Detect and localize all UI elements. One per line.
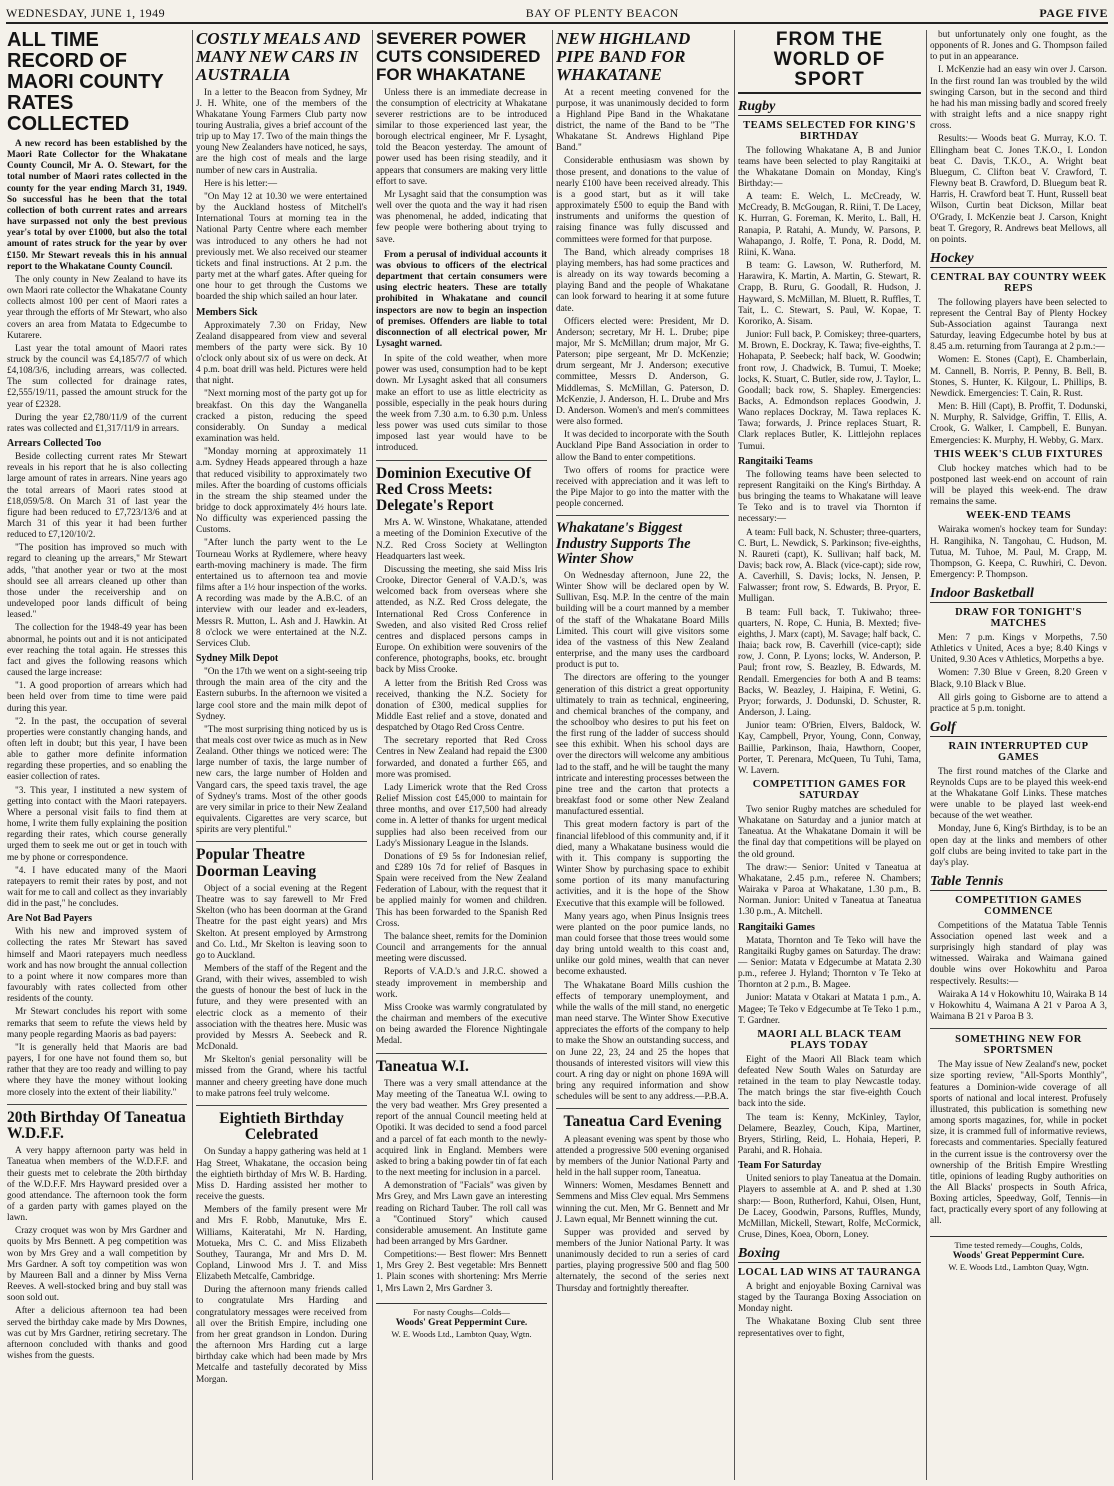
article-paragraph: A pleasant evening was spent by those who attended a progressive 500 evening organised by members of the Junior National Party and held in the hall supper room, Taneatua. <box>556 1134 729 1179</box>
ad-line: For nasty Coughs—Colds— <box>413 1306 510 1317</box>
article-paragraph: A team: Full back, N. Schuster; three-quarters, C. Burt, L. Newdick, S. Parkinson; five-eighths, N. Raureti (capt), K. Sullivan; half back, M. Davis; back row, A. Black (vice-capt); side row, A. Caverhill, S. Davis; locks, N. Jensen, P. Falwasser; front row, S. Edwards, B. Pryor, E. Mulligan. <box>738 527 921 605</box>
headline-competition-commence: COMPETITION GAMES COMMENCE <box>955 894 1082 917</box>
divider <box>376 1053 547 1054</box>
article-paragraph: A demonstration of "Facials" was given by Mrs Grey, and Mrs Lawn gave an interesting reading on Richard Tauber. The roll call was a "Continued Story" which caused considerable amusement. An Institute game had been arranged by Mrs Gardner. <box>376 1181 547 1247</box>
article-paragraph: Women: E. Stones (Capt), E. Chamberlain, M. Cannell, B. Norris, P. Penny, B. Bell, B. Stones, S. Hunter, K. Kilgour, L. Phillips, B. Newdick. Emergencies: T. Cain, R. Rust. <box>930 355 1107 399</box>
article-paragraph: Beside collecting current rates Mr Stewart reveals in his report that he is also collecting large amount of rates in arrears. Nine years ago the total arrears of Maori rates stood at £18,059/5/8. On March 31 of last year the figure had been reduced to £7,723/13/6 and at March 31 of this year it had been further reduced to £7,120/10/2. <box>7 452 187 541</box>
article-paragraph: "Next morning most of the party got up for breakfast. On this day the Wanganella cracked a piston, reducing the speed considerably. On Sunday a medical examination was held. <box>196 389 367 445</box>
divider <box>930 1028 1107 1029</box>
section-golf: Golf <box>930 721 1107 737</box>
article-paragraph: Monday, June 6, King's Birthday, is to be an open day at the links and members of other golf clubs are being invited to take part in the day's play. <box>930 824 1107 868</box>
subheading: Arrears Collected Too <box>7 438 102 450</box>
article-paragraph: Women: 7.30 Blue v Green, 8.20 Green v Black, 9.10 Black v Blue. <box>930 668 1107 690</box>
paper-name: BAY OF PLENTY BEACON <box>525 5 679 20</box>
subheading: Rangitaiki Teams <box>738 455 813 467</box>
article-paragraph: Wairaka A 14 v Hokowhitu 10, Wairaka B 14 v Hokowhitu 4, Waimana A 21 v Paroa A 3, Waimana B 21 v Paroa B 3. <box>930 989 1107 1023</box>
subheading: Rangitaiki Games <box>738 921 815 933</box>
article-paragraph: During the afternoon many friends called to congratulate Mrs Harding and congratulatory messages were received from all over the British Empire, including one from her great grandson in London. During the afternoon Mrs Harding cut a large birthday cake which had been made by Mrs Metcalfe and tastefully decorated by Miss Morgan. <box>196 1285 367 1385</box>
article-paragraph: The balance sheet, remits for the Dominion Council and arrangements for the annual meeting were discussed. <box>376 931 547 965</box>
article-paragraph: Approximately 7.30 on Friday, New Zealand disappeared from view and several members of the party were sick. By 10 o'clock only about six of us were on deck. At 4 p.m. boat drill was held. Pictures were held that night. <box>196 320 367 387</box>
column-3 <box>372 30 550 1480</box>
headline-card-evening: Taneatua Card Evening <box>563 1113 722 1131</box>
divider <box>7 1104 187 1105</box>
article-paragraph: "Monday morning at approximately 11 a.m. Sydney Heads appeared through a haze that reduced visibility to approximately two miles. After the boarding of customs officials in the stream the ship steamed under the bridge to dock approximately 4½ hours late. No difficulty was experienced passing the Customs. <box>196 447 367 536</box>
article-paragraph: The secretary reported that Red Cross Centres in New Zealand had repaid the £300 forwarded, and donated a further £65, and more was promised. <box>376 736 547 780</box>
article-paragraph: There was a very small attendance at the May meeting of the Taneatua W.I. owing to the very bad weather. Mrs Grey presented a report of the annual Council meeting held at Opotiki. It was decided to send a food parcel and a parcel of fat each month to the newly-acquired link in England. Members were asked to bring a baking powder tin of fat each to the next meeting for inclusion in a parcel. <box>376 1078 547 1179</box>
subheading: Members Sick <box>196 306 258 318</box>
headline-cup-games: RAIN INTERRUPTED CUP GAMES <box>948 740 1089 763</box>
section-boxing: Boxing <box>738 1247 921 1263</box>
column-1 <box>4 30 190 1480</box>
headline-power-cuts: SEVERER POWER CUTS CONSIDERED FOR WHAKATANE <box>376 30 541 84</box>
article-paragraph: Reports of V.A.D.'s and J.R.C. showed a steady improvement in membership and work. <box>376 967 547 1000</box>
article-paragraph: Members of the staff of the Regent and the Grand, with their wives, assembled to wish the guests of honour the best of luck in the future, and they were presented with an electric clock as a memento of their association with the theatres here. Music was provided by Messrs A. Seebeck and R. McDonald. <box>196 964 367 1053</box>
article-paragraph: Mr Skelton's genial personality will be missed from the Grand, where his tactful manner and cheery greeting have done much to make patrons feel truly welcome. <box>196 1055 367 1099</box>
headline-tonights-matches: DRAW FOR TONIGHT'S MATCHES <box>955 606 1082 629</box>
headline-theatre-doorman: Popular Theatre Doorman Leaving <box>196 846 317 880</box>
headline-taneatua-wi: Taneatua W.I. <box>376 1057 469 1075</box>
article-paragraph: Two offers of rooms for practice were received with appreciation and it was left to the Pipe Major to go into the matter with the people concerned. <box>556 465 729 510</box>
article-paragraph: The following Whakatane A, B and Junior teams have been selected to play Rangitaiki at the Whakatane Domain on Monday, King's Birthday:— <box>738 145 921 189</box>
article-paragraph: In spite of the cold weather, when more power was used, consumption had to be kept down. Mr Lysaght asked that all consumers make an effort to use as little electricity as possible, especially in the peak hours during the week from 7.30 a.m. to 6.30 p.m. Unless less power was used cuts similar to those imposed last year would have to be introduced. <box>376 354 547 454</box>
article-paragraph: The Whakatane Boxing Club sent three representatives over to fight, <box>738 1317 921 1339</box>
article-paragraph: "3. This year, I instituted a new system of getting into contact with the Maori ratepayers. Where a personal visit fails to find them at home, I write them fully explaining the position regarding their rates, which course generally urged them to seek me out or get in touch with me by phone or correspondence. <box>7 785 187 863</box>
article-paragraph: All girls going to Gisborne are to attend a practice at 5 p.m. tonight. <box>930 692 1107 714</box>
article-paragraph: Officers elected were: President, Mr D. Anderson; secretary, Mr H. L. Drube; pipe major, Mr S. McMillan; drum major, Mr G. Paterson; pipe sergeant, Mr D. McKenzie; drum sergeant, Mr J. Anderson; executive committee, Messrs D. Anderson, G. Middlemas, S. McMillan, G. Paterson, D. McKenzie, J. Anderson, H. L. Drube and Mrs D. Anderson. Women's and men's committees were also formed. <box>556 316 729 428</box>
article-paragraph: "The position has improved so much with regard to cleaning up the arrears," Mr Stewart adds, "that another year or two at the most should see all arrears cleaned up other than those under the receivership and on undeveloped poor lands difficult of being leased." <box>7 543 187 621</box>
article-paragraph: The draw:— Senior: United v Taneatua at Whakatane, 2.45 p.m., referee N. Chambers; Wairaka v Paroa at Whakatane, 1.30 p.m., B. Norman. Junior: United v Taneatua at Taneatua 1.30 p.m., A. Mitchell. <box>738 862 921 918</box>
article-paragraph: The directors are offering to the younger generation of this district a great opportunity ultimately to train as technical, engineering, and chemical branches of the company, and the schoolboy who desires to put his feet on the first rung of the ladder of success should see this exhibit. When his school days are over the directors will welcome any ambitious lad to the staff, and he will be taught the many intricate and interesting processes between the pine tree and the carton that protects a breakfast food or some other New Zealand manufactured essential. <box>556 673 729 818</box>
article-paragraph: Lady Limerick wrote that the Red Cross Relief Mission cost £45,000 to maintain for three months, and over £17,500 had already come in. A letter of thanks for urgent medical supplies had also been received from our Lady's Missionary League in the Islands. <box>376 782 547 849</box>
subheading: Are Not Bad Payers <box>7 913 93 925</box>
article-paragraph: "On the 17th we went on a sight-seeing trip through the main area of the city and the Eastern suburbs. In the afternoon we visited a large cool store and the main milk depot of Sydney. <box>196 667 367 722</box>
section-basketball: Indoor Basketball <box>930 587 1107 603</box>
headline-club-fixtures: THIS WEEK'S CLUB FIXTURES <box>934 448 1103 460</box>
article-paragraph: Competitions:— Best flower: Mrs Bennett 1, Mrs Grey 2. Best vegetable: Mrs Bennett 1. Plain scones with shortening: Mrs Merrie 1, Mrs Lawn 2, Mrs Gardner 3. <box>376 1250 547 1294</box>
article-paragraph: but unfortunately only one fought, as the opponents of R. Jones and G. Thompson failed to put in an appearance. <box>930 30 1107 63</box>
page-number: PAGE FIVE <box>1039 5 1108 20</box>
article-paragraph: "4. I have educated many of the Maori ratepayers to remit their rates by post, and not wait for me to call and collect as they invariably did in the past," he concludes. <box>7 865 187 910</box>
headline-pipe-band: NEW HIGHLAND PIPE BAND FOR WHAKATANE <box>556 30 691 84</box>
article-paragraph: "2. In the past, the occupation of several properties were constantly changing hands, and often left in doubt; but this year, I have been able to gather more definite information regarding these properties, and so enabling the easier collection of rates. <box>7 716 187 783</box>
article-paragraph: A very happy afternoon party was held in Taneatua when members of the W.D.F.F. and their guests met to celebrate the 20th birthday of the W.D.F.F. Mrs Hayward presided over a good attendance. The afternoon took the form of a garden party with games played on the lawn. <box>7 1146 187 1224</box>
article-paragraph: Junior: Full back, P. Comiskey; three-quarters, M. Brown, E. Dockray, K. Tawa; five-eighths, T. Hohapata, P. Seebeck; half back, W. Goodwin; front row, J. Chadwick, B. Tumui, T. Moeke; locks, K. Stuart, C. Butler, side row, J. Taylor, L. Goodall; back row, S. Shapley. Emergencies: Backs, A. Edmondson replaces Goodwin, J. Wano replaces Dockray, M. Tawa replaces K. Tawa; forwards, J. Prince replaces Stuart, R. Clark replaces Butler, K. Littlejohn replaces Tumui. <box>738 330 921 452</box>
article-paragraph: The following players have been selected to represent the Central Bay of Plenty Hockey Sub-Association against Tauranga next Saturday, leaving Edgecumbe hotel by bus at 8.45 a.m. returning from Tauranga at 2 p.m.:— <box>930 297 1107 353</box>
article-paragraph: Here is his letter:— <box>204 178 278 189</box>
headline-sportsmen: SOMETHING NEW FOR SPORTSMEN <box>955 1034 1082 1057</box>
article-paragraph: Discussing the meeting, she said Miss Iris Crooke, Director General of V.A.D.'s, was welcomed back from overseas where she attended, as N.Z. Red Cross delegate, the International Red Cross Conference in Sweden, and also visited Red Cross relief centres and displaced persons camps in Europe. On exhibition were souvenirs of the conference, photographs, books, etc. brought back by Miss Crooke. <box>376 564 547 676</box>
article-paragraph: "It is generally held that Maoris are bad payers, I for one have not found them so, but rather that they are too ready and willing to pay where they have the money without looking more closely into the extent of their liability." <box>7 1042 187 1098</box>
article-paragraph: "The most surprising thing noticed by us is that meals cost over twice as much as in New Zealand. Other things we noticed were: The large number of taxis, the large number of new cars, the large number of Holden and Vangard cars, the speed taxis travel, the age of Sydney's trams. Most of the other goods are very similar in price to their New Zealand equivalents. Cigarettes are very scarce, but spirits are very plentiful." <box>196 724 367 836</box>
column-6 <box>926 30 1110 1480</box>
article-paragraph: Results:— Woods beat G. Murray, K.O. T. Ellingham beat C. Jones T.K.O., I. London beat C. Davis, T.K.O., A. Wright beat Bluegum, C. Clifton beat V. Crawford, T. Flewny beat B. Crawford, D. Bluegum beat R. Harris, H. Crawford beat T. Hunt, Russell beat Wilson, Curtin beat Dickson, Millar beat O'Grady, I. McKenzie beat J. Carson, Knight beat T. Gregory, R. Andrews beat Mellows, all on points. <box>930 134 1107 245</box>
article-paragraph: A bright and enjoyable Boxing Carnival was staged by the Tauranga Boxing Association on Monday night. <box>738 1281 921 1315</box>
article-paragraph: The collection for the 1948-49 year has been abnormal, he points out and it is not anticipated ever reaching the total again. He stresses this fact and gives the following reasons which caused the large increase: <box>7 623 187 679</box>
article-paragraph: Object of a social evening at the Regent Theatre was to say farewell to Mr Fred Skelton (who has been doorman at the Grand Theatre for the past eight years) and Mrs Skelton. At present employed by Armstrong and Co. Ltd., Mr Skelton is leaving soon to go to Auckland. <box>196 883 367 961</box>
article-paragraph: "On May 12 at 10.30 we were entertained by the Auckland hostess of Mitchell's International Tours at morning tea in the National Party Centre where each member was introduced to any others he had not previously met. We also received our steamer tickets and final instructions. At 2 p.m. the party met at the wharf gates. After queing for one hour to get through the Customs we boarded the ship which sailed an hour later. <box>196 191 367 303</box>
headline-local-lad: LOCAL LAD WINS AT TAURANGA <box>738 1266 921 1278</box>
divider <box>196 1105 367 1106</box>
divider <box>556 1108 729 1109</box>
article-lead: A new record has been established by the Maori Rate Collector for the Whakatane County Council, Mr A. O. Stewart, for the total number of Maori rates collected in the county for the year ending March 31, 1949. So successful has he been that the total collection of both current rates and arrears have surpassed not only the best previous year's total by over £1000, but also the total amount of rates struck for the year by over £150. Mr Stewart reveals this in his annual report to the Whakatane County Council. <box>7 139 187 272</box>
headline-red-cross: Dominion Executive Of Red Cross Meets: Delegate's Report <box>376 464 531 515</box>
article-paragraph: With his new and improved system of collecting the rates Mr Stewart has saved himself and Maori ratepayers much needless work and has now brought the annual collection to a point where it now compares more than favourably with rates collected from other residents of the county. <box>7 927 187 1005</box>
article-paragraph: The team is: Kenny, McKinley, Taylor, Delamere, Beazley, Couch, Kipa, Martiner, Bryers, Stirling, Reid, L. Hohaia, Heperi, P. Parahi, and R. Hohaia. <box>738 1112 921 1157</box>
article-paragraph: The Whakatane Board Mills cushion the effects of temporary unemployment, and while the walls of the mill stand, no energetic man need starve. The Winter Show Executive appreciates the efforts of the company to help to make the Show an outstanding success, and on June 22, 23, 24 and 25 the hopes that thousands of interested visitors will view this court. A ring day or night on phone 169A will bring any required information and show schedules will be sent to any address.—P.B.A. <box>556 980 729 1103</box>
article-paragraph: In a letter to the Beacon from Sydney, Mr J. H. White, one of the members of the Whakatane Young Farmers Club party now touring Australia, gives a brief account of the trip up to May 17. Two of the main things the young New Zealanders have noticed, he says, are the high cost of meals and the large number of new cars in Australia. <box>196 87 367 176</box>
article-paragraph: "1. A good proportion of arrears which had been held over from time to time were paid during this year. <box>7 681 187 714</box>
advertisement <box>376 1303 547 1340</box>
column-2 <box>192 30 370 1480</box>
article-paragraph: Miss Crooke was warmly congratulated by the chairman and members of the executive on being awarded the Florence Nightingale Medal. <box>376 1002 547 1047</box>
article-paragraph: On Wednesday afternoon, June 22, the Winter Show will be declared open by W. Sullivan, Esq. M.P. In the centre of the main building will be a court manned by a member of the staff of the Whakatane Board Mills Limited. This court will give visitors some idea of the vastness of this New Zealand enterprise, and the many uses the cardboard product is put to. <box>556 570 729 671</box>
ad-line: Time tested remedy—Coughs, Colds, <box>954 1239 1083 1250</box>
headline-maori-all-blacks: MAORI ALL BLACK TEAM PLAYS TODAY <box>757 1028 902 1051</box>
article-paragraph: The Band, which already comprises 18 playing members, has had some practices and is already on its way towards becoming a playing Band and the people of Whakatane can look forward to hearing it at some future date. <box>556 247 729 314</box>
article-paragraph: Eight of the Maori All Black team which defeated New South Wales on Saturday are retained in the team to play Newcastle today. The match brings the star five-eighth Couch back into the side. <box>738 1054 921 1110</box>
article-paragraph: At a recent meeting convened for the purpose, it was unanimously decided to form a Highland Pipe Band in the Whakatane district, the name of the Band to be "The Whakatane St. Andrews Highland Pipe Band." <box>556 87 729 154</box>
divider <box>556 515 729 516</box>
article-paragraph: Competitions of the Matatua Table Tennis Association opened last week and a surprisingly high standard of play was witnessed. Wairaka and Waimana gained double wins over Hokowhitu and Paroa respectively. Results:— <box>930 920 1107 987</box>
headline-weekend-teams: WEEK-END TEAMS <box>965 510 1072 522</box>
article-paragraph: United seniors to play Taneatua at the Domain. Players to assemble at A. and P. shed at 1.30 sharp:— Boon, Rutherford, Kahui, Olsen, Hunt, De Lacey, Goodwin, Parsons, Ruffles, Mundy, McMillan, Mickell, Stewart, Rolfe, McCormick, Cruse, Dines, Koea, Oborn, Loney. <box>738 1174 921 1241</box>
headline-competition-games: COMPETITION GAMES FOR SATURDAY <box>752 778 907 801</box>
article-paragraph: Junior team: O'Brien, Elvers, Baldock, W. Kay, Campbell, Pryor, Young, Conn, Conway, Baillie, Parkinson, Ihaia, Hawthorn, Cooper, Porter, T. Perenara, McQueen, Tu Tuhi, Tama, W. Lavern. <box>738 721 921 776</box>
ad-product: Woods' Great Peppermint Cure. <box>952 1250 1085 1261</box>
article-paragraph: Mr Lysaght said that the consumption was well over the quota and the way it had risen was phenomenal, he added, indicating that few people were bothering about trying to save. <box>376 189 547 245</box>
article-paragraph: "After lunch the party went to the Le Tourneau Works at Rydlemere, where heavy earth-moving machinery is made. The firm entertained us to afternoon tea and movie films after a 1½ hour inspection of the works. A recording was made by the A.B.C. of an interview with our leader and ex-leaders, Messrs R. Mutton, L. Ash and J. Hawkin. At 8 o'clock we were entertained at the N.Z. Services Club. <box>196 538 367 649</box>
subheading: Sydney Milk Depot <box>196 653 279 665</box>
article-paragraph: Mr Stewart concludes his report with some remarks that seem to refute the views held by many people regarding Maoris as bad payers: <box>7 1007 187 1040</box>
divider <box>376 460 547 461</box>
article-paragraph: Men: B. Hill (Capt), B. Proffit, T. Dodunski, N. Murphy, R. Salvidge, Griffin, T. Ellis, A. Crook, G. Walker, I. Campbell, E. Bunyan. Emergencies: K. Murphy, H. Webby, G. Marx. <box>930 402 1107 446</box>
article-paragraph: Last year the total amount of Maori rates struck by the council was £4,185/7/7 of which £4,108/3/6, including arrears, was collected. The sum collected for drainage rates, £2,555/19/11, passed the amount struck for the year of £2328. <box>7 343 187 410</box>
article-paragraph: Members of the family present were Mr and Mrs F. Robb, Manutuke, Mrs E. Williams, Kaiteratahi, Mr N. Harding, Motueka, Mrs C. C. and Miss Elizabeth Southey, Tauranga, Mr and Mrs D. M. Copland, Linwood Mrs J. T. and Miss Elizabeth Metcalfe, Cambridge. <box>196 1205 367 1283</box>
article-paragraph: Men: 7 p.m. Kings v Morpeths, 7.50 Athletics v United, Aces a bye; 8.40 Kings v United, 9.30 Aces v Athletics, Morpeths a bye. <box>930 632 1107 666</box>
advertisement <box>930 1236 1107 1273</box>
article-paragraph: Winners: Women, Mesdames Bennett and Semmens and Miss Clev equal. Mrs Semmens winning the cut. Men, Mr G. Bennett and Mr J. Lawn equal, Mr Bennett winning the cut. <box>556 1181 729 1225</box>
section-hockey: Hockey <box>930 252 1107 268</box>
ad-product: Woods' Great Peppermint Cure. <box>395 1317 528 1328</box>
headline-winter-show: Whakatane's Biggest Industry Supports The Winter Show <box>556 520 691 567</box>
article-paragraph: The only county in New Zealand to have its own Maori rate collector the Whakatane County collects almost 100 per cent of Maori rates a year through the efforts of Mr Stewart, who also covers an area from Matata to Edgecumbe to Kutarere. <box>7 274 187 341</box>
article-paragraph: Mrs A. W. Winstone, Whakatane, attended a meeting of the Dominion Executive of the N.Z. Red Cross Society at Wellington Headquarters last week. <box>376 518 547 562</box>
section-table-tennis: Table Tennis <box>930 875 1107 891</box>
article-paragraph: The first round matches of the Clarke and Reynolds Cups are to be played this week-end at the Whakatane Golf Links. These matches were unable to be played last week-end because of the wet weather. <box>930 766 1107 822</box>
ad-line: W. E. Woods Ltd., Lambton Quay, Wgtn. <box>391 1329 532 1340</box>
article-paragraph: The following teams have been selected to represent Rangitaiki on the King's Birthday. A bus bringing the teams to Whakatane will leave Te Teko and is to travel via Thornton if necessary:— <box>738 469 921 525</box>
column-4 <box>552 30 732 1480</box>
article-paragraph: Two senior Rugby matches are scheduled for Whakatane on Saturday and a junior match at Taneatua. At the Whakatane Domain it will be the final day that competitions will be played on the old ground. <box>738 805 921 860</box>
article-paragraph: The May issue of New Zealand's new, pocket size sporting review, "All-Sports Monthly", features a Dominion-wide coverage of all sports of national and local interest. Profusely illustrated, this publication is something new among sports magazines, for, while in pocket size, it is crammed full of informative reviews, forecasts and commentaries. Specially featured in the current issue is the controversy over the ownership of the British Empire Wrestling title, opinions of leading Rugby authorities on the All Blacks' prospects in South Africa, Boxing articles, Speedway, Golf, Tennis—in fact, practically every sport of any following at all. <box>930 1060 1107 1227</box>
issue-date: WEDNESDAY, JUNE 1, 1949 <box>6 5 166 20</box>
article-paragraph: Junior: Matata v Otakari at Matata 1 p.m., A. Magee; Te Teko v Edgecumbe at Te Teko 1 p.m., T. Gardner. <box>738 993 921 1026</box>
column-5 <box>734 30 924 1480</box>
sport-banner: FROM THE WORLD OF SPORT <box>738 30 921 94</box>
article-paragraph: Donations of £9 5s for Indonesian relief, and £289 10s 7d for relief of Basques in Spain were received from the New Zealand Federation of Labour, with the request that it be applied mainly for women and children. This has been forwarded to the Spanish Red Cross. <box>376 851 547 929</box>
article-paragraph: I. McKenzie had an easy win over J. Carson. In the first round Ian was troubled by the wild swinging Carson, but in the second and third he had his man missing badly and scored freely with straight lefts and a nice snappy right cross. <box>930 65 1107 132</box>
article-paragraph: Supper was provided and served by members of the Junior National Party. It was unanimously decided to run a series of card parties, playing progressive 500 and flag 500 alternately, the second of the series next Thursday and fortnightly thereafter. <box>556 1227 729 1294</box>
ad-line: W. E. Woods Ltd., Lambton Quay, Wgtn. <box>948 1262 1089 1273</box>
article-paragraph: Crazy croquet was won by Mrs Gardner and quoits by Mrs Bennett. A peg competition was won by Mrs Grey and a wall competition by Mrs Gardner. A soft toy competition was won by Maureen Ball and a dinner by Miss Verna Reeves. A well-stocked bring and buy stall was soon sold out. <box>7 1226 187 1304</box>
article-paragraph: Wairaka women's hockey team for Sunday: H. Rangihika, N. Tangohau, C. Hudson, M. Tutua, M. Tuhoe, M. Paul, M. Crapp, M. Thompson, G. Keepa, C. Ruwhiri, C. Devon. Emergency: P. Thompson. <box>930 525 1107 580</box>
subheading: Team For Saturday <box>738 1160 822 1172</box>
headline-country-week: CENTRAL BAY COUNTRY WEEK REPS <box>930 271 1107 294</box>
article-paragraph: A letter from the British Red Cross was received, thanking the N.Z. Society for donation of £300, medical supplies for Middle East relief and a stove, donated and despatched by Otago Red Cross Centre. <box>376 678 547 734</box>
article-paragraph: A team: E. Welch, L. McCready, W. McCready, B. McGougan, R. Riini, T. De Lacey, K. Hurran, G. Foreman, K. Merito, L. Ball, H. Ranapia, P. Ratahi, A. Mundy, W. Parsons, P. Wahapango, J. Rolfe, T. Pona, R. Dodd, M. Riini, K. Wana. <box>738 192 921 258</box>
article-paragraph: During the year £2,780/11/9 of the current rates was collected and £1,317/11/9 in arrears. <box>7 412 187 434</box>
article-paragraph: Club hockey matches which had to be postponed last week-end on account of rain will be played this week-end. The draw remains the same. <box>930 463 1107 508</box>
boxed-notice: From a perusal of individual accounts it was obvious to officers of the electrical department that certain consumers were using electric heaters. These are totally prohibited in Whakatane and council inspectors are now to begin an inspection of premises. Offenders are liable to total disconnection of all electrical power, Mr Lysaght warned. <box>376 249 547 349</box>
headline-australia: COSTLY MEALS AND MANY NEW CARS IN AUSTRALIA <box>196 30 361 84</box>
headline-birthday: Eightieth Birthday Celebrated <box>219 1109 344 1144</box>
article-paragraph: It was decided to incorporate with the South Auckland Pipe Band Association in order to allow the Band to enter competitions. <box>556 430 729 463</box>
headline-kings-birthday: TEAMS SELECTED FOR KING'S BIRTHDAY <box>743 119 916 142</box>
masthead <box>6 4 1108 24</box>
article-paragraph: Considerable enthusiasm was shown by those present, and donations to the value of nearly £100 have been received already. This is a good start, but as it will take approximately £500 to equip the Band with instruments and uniforms the question of raising finance was fully discussed and committees were formed for that purpose. <box>556 156 729 245</box>
article-paragraph: Matata, Thornton and Te Teko will have the Rangitaiki Rugby games on Saturday. The draw:— Senior: Matata v Edgecumbe at Matata 2.30 p.m., referee J. Hyland; Thornton v Te Teko at Thornton at 2 p.m., B. Magee. <box>738 935 921 991</box>
article-paragraph: B team: Full back, T. Tukiwaho; three-quarters, N. Rope, C. Hunia, B. Mexted; five-eighths, J. Marx (capt), M. Savage; half back, C. Ihaia; back row, B. Caverhill (vice-capt); side row, J. Conn, P. Lyons; locks, W. Anderson, P. Paul; front row, S. Beazley, B. Edwards, M. Rendall. Emergencies for both A and B teams: Backs, W. Beazley, J. Haipina, F. Wetini, G. Pryor; forwards, J. Dodunski, D. Schuster, R. Anderson, J. Laing. <box>738 607 921 719</box>
section-rugby: Rugby <box>738 100 921 116</box>
article-paragraph: Unless there is an immediate decrease in the consumption of electricity at Whakatane severer restrictions are to be introduced similar to those experienced last year, the borough electrical engineer, Mr F. Lysaght, told the Beacon yesterday. The amount of power used has been rising steadily, and it appears that consumers are making very little effort to save. <box>376 87 547 187</box>
headline-wdff: 20th Birthday Of Taneatua W.D.F.F. <box>7 1108 186 1142</box>
divider <box>196 841 367 842</box>
article-paragraph: Many years ago, when Pinus Insignis trees were planted on the poor pumice lands, no man could forsee that those trees would some day bring untold wealth to this coast and, unlike our gold mines, wealth that can never become exhausted. <box>556 911 729 978</box>
article-paragraph: On Sunday a happy gathering was held at 1 Hag Street, Whakatane, the occasion being the eightieth birthday of Mrs W. B. Harding. Miss D. Harding assisted her mother to receive the guests. <box>196 1147 367 1203</box>
headline-maori-rates: ALL TIME RECORD OF MAORI COUNTY RATES COLLECTED <box>7 30 164 135</box>
article-paragraph: After a delicious afternoon tea had been served the birthday cake made by Mrs Downes, was cut by Mrs Gardner, retiring secretary. The afternoon concluded with thanks and good wishes from the guests. <box>7 1306 187 1361</box>
article-paragraph: This great modern factory is part of the financial lifeblood of this community and, if it died, many a Whakatane business would die with it. This company is supporting the Winter Show by purchasing space to exhibit some portion of its many manufacturing activities, and it is the hope of the Show Executive that this example will be followed. <box>556 820 729 909</box>
article-paragraph: B team: G. Lawson, W. Rutherford, M. Harawira, K. Martin, A. Martin, G. Stewart, R. Crapp, B. Ruru, G. Goodall, R. Hudson, J. Hayward, S. McMillan, M. Bluett, R. Ruffles, T. Tait, L. C. Stewart, S. Paul, W. Kopae, T. Kororiko, A. Sisam. <box>738 261 921 327</box>
